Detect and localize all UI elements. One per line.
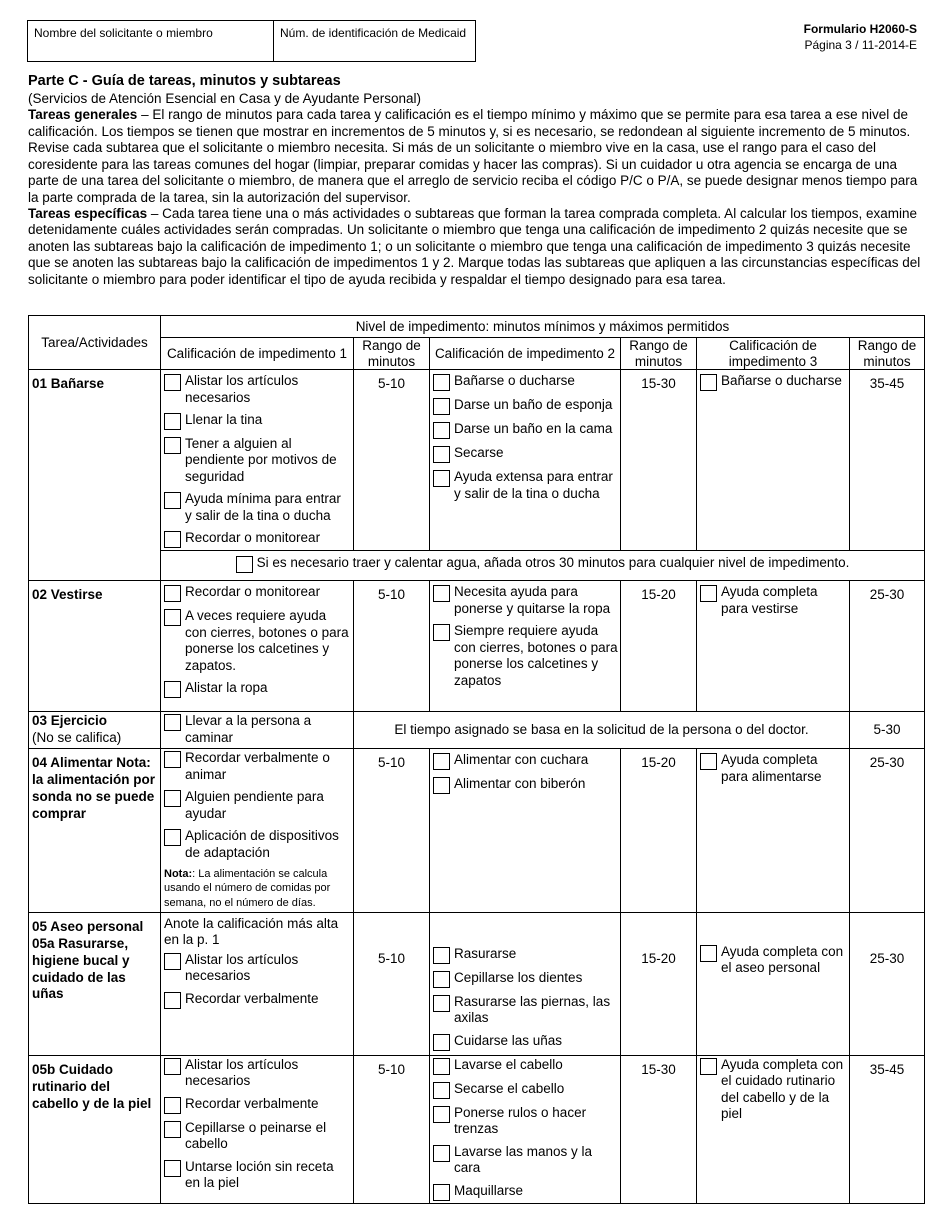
subtask-label: Alistar los artículos necesarios (185, 373, 299, 405)
task-guide-table (28, 315, 925, 1204)
form-number: Formulario H2060-S (803, 22, 917, 36)
subtask-label: Bañarse o ducharse (721, 373, 842, 389)
subtask-item (700, 373, 847, 391)
subtask-label: Cuidarse las uñas (454, 1032, 563, 1048)
subtask-list (430, 581, 620, 691)
rating3-header: Calificación de impedimento 3 (697, 338, 850, 370)
table-row-water-note (29, 551, 925, 581)
range-value: 5-10 (354, 1055, 430, 1203)
feeding-note (164, 867, 351, 910)
range-value: 15-20 (621, 912, 697, 1055)
task-exercise-note: (No se califica) (32, 730, 122, 746)
general-tasks-lead: Tareas generales (28, 107, 138, 123)
range-value: 5-10 (354, 370, 430, 551)
subtask-label: Alistar los artículos necesarios (185, 1056, 299, 1089)
subtask-item (700, 752, 847, 785)
subtask-list (430, 370, 620, 504)
checkbox[interactable] (433, 398, 450, 415)
feeding-note-text: : La alimentación se calcula usando el número de comidas por semana, no el número de días. (164, 868, 331, 909)
subtask-item (433, 970, 618, 988)
feeding-note-label: Nota: (164, 868, 193, 881)
checkbox[interactable] (164, 1058, 181, 1075)
checkbox[interactable] (164, 714, 181, 731)
subtask-list (161, 581, 353, 700)
task-hair-skin: 05b Cuidado rutinario del cabello y de la piel (29, 1055, 161, 1203)
range-value: 5-10 (354, 581, 430, 712)
checkbox[interactable] (433, 1034, 450, 1051)
range3-header: Rango de minutos (850, 338, 925, 370)
range-value: 25-30 (850, 581, 925, 712)
range-value: 5-30 (850, 712, 925, 749)
checkbox[interactable] (700, 585, 717, 602)
checkbox[interactable] (164, 953, 181, 970)
subtask-label: Siempre requiere ayuda con cierres, botones o para ponerse los calcetines y zapatos (454, 623, 618, 688)
specific-tasks-paragraph (28, 206, 926, 288)
checkbox[interactable] (433, 753, 450, 770)
applicant-name-label: Nombre del solicitante o miembro (34, 26, 213, 40)
section-title: Parte C - Guía de tareas, minutos y subtareas (28, 73, 341, 89)
checkbox[interactable] (164, 374, 181, 391)
range-value: 35-45 (850, 1055, 925, 1203)
subtask-label: Rasurarse (454, 945, 517, 961)
subtask-item (433, 1183, 618, 1201)
impairment-level-header: Nivel de impedimento: minutos mínimos y máximos permitidos (161, 316, 925, 338)
subtask-item (164, 789, 351, 822)
subtask-label: Alistar los artículos necesarios (185, 951, 299, 984)
medicaid-id-field[interactable] (273, 20, 476, 62)
specific-tasks-text: – Cada tarea tiene una o más actividades o subtareas que forman la tarea comprada completa. Al calcular los tiempos, examine detenidamente cuáles actividades serán compradas. Un solicitante o miembro que tenga una calificación de impedimento 2 quizás necesite que se anoten las subtareas bajo la calificación de impedimento 1; o un solicitante o miembro que tenga una calificación de impedimento 3 quizás necesite que se anoten las subtareas bajo la calificación de impedimentos 1 y 2. Marque todas las subtareas que apliquen a las circunstancias específicas del solicitante o miembro para poder identificar el tipo de ayuda recibida y respaldar el tiempo designado para esa tarea. (28, 205, 921, 287)
checkbox[interactable] (433, 1184, 450, 1201)
checkbox[interactable] (164, 1097, 181, 1114)
subtask-label: Lavarse las manos y la cara (454, 1143, 593, 1176)
checkbox[interactable] (236, 556, 253, 573)
subtask-label: Llevar a la persona a caminar (185, 713, 312, 745)
rating1-header: Calificación de impedimento 1 (161, 338, 354, 370)
subtask-item (433, 373, 618, 391)
checkbox[interactable] (433, 446, 450, 463)
subtask-item (700, 944, 847, 977)
subtask-label: A veces requiere ayuda con cierres, botones o para ponerse los calcetines y zapatos. (185, 608, 349, 673)
subtask-label: Aplicación de dispositivos de adaptación (185, 828, 339, 860)
checkbox[interactable] (164, 681, 181, 698)
intro-section (28, 73, 926, 288)
subtask-label: Alimentar con biberón (454, 776, 586, 792)
subtask-label: Recordar verbalmente (185, 990, 319, 1006)
subtask-list (161, 370, 353, 550)
subtask-label: Cepillarse o peinarse el cabello (185, 1119, 327, 1152)
range2-header: Rango de minutos (621, 338, 697, 370)
checkbox[interactable] (164, 492, 181, 509)
subtask-label: Secarse el cabello (454, 1080, 565, 1096)
range-value: 15-20 (621, 749, 697, 913)
subtask-item (433, 994, 618, 1027)
subtask-item (433, 1081, 618, 1099)
subtask-list (430, 913, 620, 1053)
rating2-header: Calificación de impedimento 2 (430, 338, 621, 370)
subtask-item (433, 946, 618, 964)
subtask-item (164, 491, 351, 524)
task-feeding: 04 Alimentar Nota: la alimentación por sonda no se puede comprar (29, 749, 161, 913)
subtask-item (164, 680, 351, 698)
subtask-list (161, 1056, 353, 1194)
exercise-time-note: El tiempo asignado se basa en la solicitud de la persona o del doctor. (354, 712, 850, 749)
subtask-list (697, 1056, 849, 1125)
checkbox[interactable] (700, 1058, 717, 1075)
subtask-label: Darse un baño de esponja (454, 397, 613, 413)
subtask-label: Cepillarse los dientes (454, 969, 583, 985)
subtask-list (161, 749, 353, 863)
subtask-item (433, 584, 618, 617)
checkbox[interactable] (164, 829, 181, 846)
range-value: 5-10 (354, 912, 430, 1055)
checkbox[interactable] (164, 413, 181, 430)
checkbox[interactable] (164, 531, 181, 548)
subtask-item (433, 1144, 618, 1177)
subtask-item (164, 952, 351, 985)
subtask-label: Secarse (454, 445, 504, 461)
subtask-label: Recordar o monitorear (185, 584, 321, 600)
subtask-item (164, 608, 351, 674)
subtask-item (164, 1057, 351, 1090)
task-dressing: 02 Vestirse (29, 581, 161, 712)
checkbox[interactable] (433, 995, 450, 1012)
general-tasks-paragraph (28, 107, 926, 206)
subtask-item (164, 713, 351, 746)
subtask-label: Ayuda extensa para entrar y salir de la tina o ducha (454, 469, 613, 501)
task-exercise (29, 712, 161, 749)
checkbox[interactable] (433, 947, 450, 964)
subtask-label: Darse un baño en la cama (454, 421, 613, 437)
subtask-label: Rasurarse las piernas, las axilas (454, 993, 611, 1026)
subtask-label: Ayuda completa para vestirse (721, 584, 818, 616)
table-row-hair-skin (29, 1055, 925, 1203)
water-note (236, 555, 850, 573)
subtask-item (164, 530, 351, 548)
range-value: 15-30 (621, 370, 697, 551)
subtask-item (433, 1105, 618, 1138)
subtask-label: Alistar la ropa (185, 680, 268, 696)
subtask-item (433, 421, 618, 439)
task-exercise-title: 03 Ejercicio (32, 713, 108, 729)
section-subtitle: (Servicios de Atención Esencial en Casa y de Ayudante Personal) (28, 90, 421, 106)
subtask-label: Alguien pendiente para ayudar (185, 789, 324, 821)
subtask-item (164, 1120, 351, 1153)
subtask-item (164, 436, 351, 485)
checkbox[interactable] (433, 624, 450, 641)
subtask-list (161, 712, 353, 748)
medicaid-id-label: Núm. de identificación de Medicaid (280, 26, 467, 40)
subtask-item (164, 828, 351, 861)
range-value: 25-30 (850, 912, 925, 1055)
subtask-label: Recordar verbalmente o animar (185, 750, 330, 782)
checkbox[interactable] (433, 585, 450, 602)
subtask-item (433, 623, 618, 689)
checkbox[interactable] (433, 1058, 450, 1075)
range1-header: Rango de minutos (354, 338, 430, 370)
water-note-text: Si es necesario traer y calentar agua, añada otros 30 minutos para cualquier nivel de impedimento. (256, 555, 850, 571)
checkbox[interactable] (433, 777, 450, 794)
subtask-label: Recordar verbalmente (185, 1095, 319, 1111)
subtask-item (164, 991, 351, 1009)
checkbox[interactable] (433, 971, 450, 988)
subtask-label: Llenar la tina (185, 411, 263, 427)
subtask-item (700, 1057, 847, 1123)
checkbox[interactable] (433, 374, 450, 391)
subtask-label: Tener a alguien al pendiente por motivos de seguridad (185, 435, 337, 484)
checkbox[interactable] (433, 1145, 450, 1162)
checkbox[interactable] (164, 992, 181, 1009)
checkbox[interactable] (164, 1160, 181, 1177)
table-row-grooming (29, 912, 925, 1055)
subtask-item (164, 1096, 351, 1114)
task-grooming: 05 Aseo personal 05a Rasurarse, higiene bucal y cuidado de las uñas (29, 912, 161, 1055)
subtask-label: Ponerse rulos o hacer trenzas (454, 1104, 587, 1137)
table-row-feeding (29, 749, 925, 913)
range-value: 5-10 (354, 749, 430, 913)
subtask-item (433, 1033, 618, 1051)
checkbox[interactable] (433, 470, 450, 487)
task-column-header: Tarea/Actividades (29, 316, 161, 370)
checkbox[interactable] (164, 585, 181, 602)
subtask-item (433, 445, 618, 463)
checkbox[interactable] (164, 751, 181, 768)
subtask-item (164, 412, 351, 430)
checkbox[interactable] (433, 422, 450, 439)
range-value: 35-45 (850, 370, 925, 551)
subtask-item (164, 1159, 351, 1192)
checkbox[interactable] (700, 945, 717, 962)
general-tasks-text: – El rango de minutos para cada tarea y calificación es el tiempo mínimo y máximo que se permite para esa tarea a ese nivel de calificación. Los tiempos se tienen que mostrar en incrementos de 5 minutos y, si es necesario, se redondean al siguiente incremento de 5 minutos. Revise cada subtarea que el solicitante o miembro necesita. Si más de un solicitante o miembro vive en la casa, use el rango para el caso del coresidente para las tareas comunes del hogar (limpiar, preparar comidas y hacer las compras). Si un cuidador u otra agencia se encarga de una parte de una tarea del solicitante o miembro, de manera que el arreglo de servicio reciba el código P/C o P/A, se puede designar menos tiempo para la parte comprada de la tarea, sin la autorización del supervisor. (28, 107, 918, 205)
checkbox[interactable] (164, 790, 181, 807)
subtask-item (700, 584, 847, 617)
subtask-item (433, 752, 618, 770)
subtask-label: Necesita ayuda para ponerse y quitarse la ropa (454, 584, 611, 616)
table-row-exercise (29, 712, 925, 749)
subtask-item (164, 373, 351, 406)
subtask-list (430, 749, 620, 796)
subtask-item (433, 776, 618, 794)
subtask-list (697, 370, 849, 393)
subtask-item (164, 750, 351, 783)
subtask-list (697, 581, 849, 619)
subtask-label: Bañarse o ducharse (454, 373, 575, 389)
range-value: 25-30 (850, 749, 925, 913)
table-row-dressing (29, 581, 925, 712)
subtask-item (433, 469, 618, 502)
form-identifier (804, 22, 917, 53)
subtask-item (433, 397, 618, 415)
subtask-list (430, 1056, 620, 1203)
subtask-label: Ayuda completa para alimentarse (721, 752, 822, 784)
task-bathing: 01 Bañarse (29, 370, 161, 581)
subtask-label: Untarse loción sin receta en la piel (185, 1158, 334, 1191)
subtask-item (164, 584, 351, 602)
subtask-label: Alimentar con cuchara (454, 752, 589, 768)
subtask-label: Lavarse el cabello (454, 1056, 563, 1072)
subtask-label: Ayuda mínima para entrar y salir de la tina o ducha (185, 491, 341, 523)
checkbox[interactable] (164, 437, 181, 454)
subtask-item (433, 1057, 618, 1075)
checkbox[interactable] (700, 374, 717, 391)
subtask-list (161, 949, 353, 1011)
applicant-name-field[interactable] (27, 20, 274, 62)
subtask-label: Maquillarse (454, 1182, 524, 1198)
table-row-bathing (29, 370, 925, 551)
range-value: 15-30 (621, 1055, 697, 1203)
grooming-instruction: Anote la calificación más alta en la p. 1 (164, 915, 339, 948)
checkbox[interactable] (164, 1121, 181, 1138)
specific-tasks-lead: Tareas específicas (28, 205, 148, 221)
checkbox[interactable] (433, 1082, 450, 1099)
range-value: 15-20 (621, 581, 697, 712)
checkbox[interactable] (164, 609, 181, 626)
page-info: Página 3 / 11-2014-E (804, 37, 917, 52)
checkbox[interactable] (700, 753, 717, 770)
subtask-label: Recordar o monitorear (185, 530, 321, 546)
checkbox[interactable] (433, 1106, 450, 1123)
subtask-list (697, 749, 849, 787)
subtask-label: Ayuda completa con el cuidado rutinario del cabello y de la piel (721, 1056, 844, 1122)
subtask-label: Ayuda completa con el aseo personal (721, 943, 844, 976)
subtask-list (697, 913, 849, 979)
